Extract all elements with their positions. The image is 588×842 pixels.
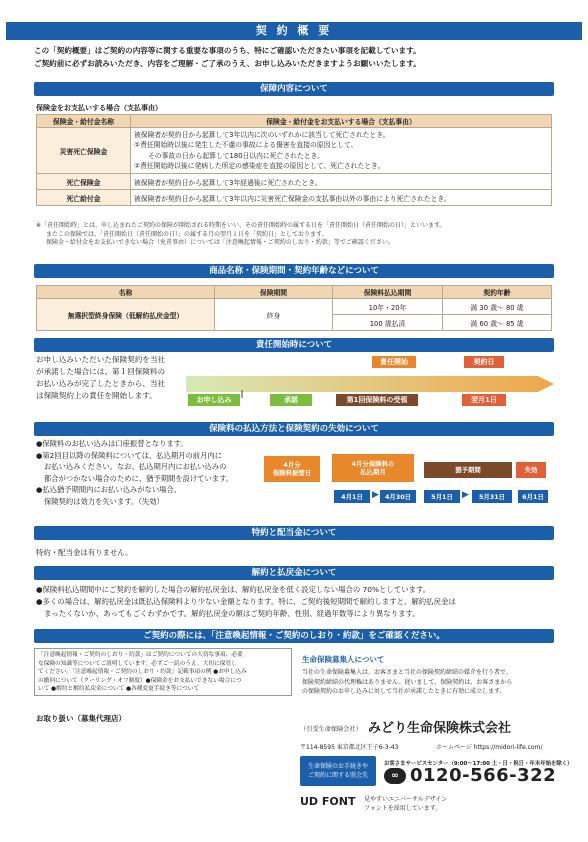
benefit-table (36, 114, 552, 206)
ud-font-text (364, 795, 447, 813)
arrow-icon: ▶ (372, 490, 379, 500)
note-2: またこの保険では、「責任開始日（責任開始の日）」の属する月の翌月１日を「契約日」としております。 (46, 230, 328, 238)
surrender-b2-2: まったくないか、あってもごくわずかです。解約払戻金の額はご契約年齢、性別、経過年数等により異なります。 (44, 609, 420, 618)
benefit-r2-text: 被保険者が契約日から起算して3年経過後に死亡されたとき。 (131, 174, 552, 190)
product-header-age: 契約年齢 (443, 286, 552, 299)
docs-line-1: 「注意喚起情報・ご契約のしおり・約款」はご契約についての大切な事項、必要 (38, 652, 243, 658)
payment-grace: 猶予期間 (424, 462, 512, 478)
benefit-r1-sub3: ②責任開始時以後に発病した所定の感染症を直接の原因として、死亡されたとき。 (134, 162, 385, 170)
section-payment: 保険料の払込方法と保険契約の失効について (34, 422, 554, 436)
benefit-r1-text: 被保険者が契約日から起算して3年以内に次のいずれかに該当して死亡されたとき。 (134, 130, 390, 139)
timeline-first-premium: 第1回保険料の受領 (336, 394, 418, 406)
recruiter-title: 生命保険募集人について (302, 655, 385, 664)
company-prefix: （引受生命保険会社） (300, 726, 362, 733)
section-confirm: ご契約の際には、「注意喚起情報・ご契約のしおり・約款」をご確認ください。 (34, 629, 554, 643)
arrow-icon: ▶ (462, 490, 469, 500)
product-header-name: 名称 (37, 286, 215, 299)
benefit-r1-name: 災害死亡保険金 (37, 128, 131, 174)
payment-b2-2: お払い込みください。なお、払込期月内にお払い込みの (44, 462, 227, 471)
section-rider: 特約と配当金について (34, 526, 554, 540)
recruiter-line-1: 当社の生命保険募集人は、お客さまと当社の保険契約締結の媒介を行う者で、 (302, 669, 512, 676)
product-pay-2: 100 歳払済 (333, 315, 443, 331)
freedial-icon: ∞ (384, 768, 406, 784)
rider-text: 特約・配当金は有りません。 (36, 548, 133, 557)
timeline-apply: お申し込み (188, 394, 240, 406)
section-surrender: 解約と払戻金について (34, 566, 554, 580)
product-term: 終身 (215, 299, 333, 331)
product-header-term: 保険期間 (215, 286, 333, 299)
product-name: 無選択型終身保険（低解約払戻金型） (37, 299, 215, 331)
ud-line-2: フォントを採用しています。 (364, 805, 442, 812)
benefit-header-condition: 保険金・給付金をお支払いする場合（支払事由） (131, 115, 552, 128)
service-badge-2: ご契約に関する照会先 (307, 772, 368, 779)
benefit-r1-sub2: その事故の日から起算して180日以内に死亡されたとき。 (148, 151, 324, 160)
company-address: 〒114-8595 東京都北区王子6-3-43 (300, 744, 399, 751)
product-age-2: 満 60 歳〜 85 歳 (443, 315, 552, 331)
resp-line-2: が承諾した場合には、第１回保険料の (36, 367, 166, 376)
date-apr1: 4月1日 (334, 490, 370, 503)
recruiter-line-2: 保険契約締結の代理権はありません。従いまして、保険契約は、お客さまから (302, 678, 513, 686)
date-may31: 5月31日 (472, 490, 512, 503)
benefit-header-name: 保険金・給付金名称 (37, 115, 131, 128)
benefit-r1-sub1: ①責任開始時以後に発生した不慮の事故による傷害を直接の原因として、 (134, 141, 358, 149)
page-title: 契 約 概 要 (6, 22, 582, 40)
docs-line-2: な保険の知識等についてご説明しています。必ずご一読のうえ、大切に保管し (38, 660, 237, 667)
payment-period: 4月分保険料の 払込期月 (332, 454, 414, 482)
surrender-b1: ●保険料払込期間中にご契約を解約した場合の解約払戻金は、解約払戻金を低く設定しない場合の 70%としています。 (36, 585, 431, 594)
note-3: 保険金・給付金をお支払いできない場合（免責事由）については「注意喚起情報・ご契約のしおり・約款」等でご確認ください。 (46, 239, 394, 246)
service-center: お客さまサービスセンター（9:00〜17:00 土・日・祝日・年末年始を除く） (384, 761, 573, 767)
recruiter-line-3: の保険契約のお申し込みに対して当社が承諾したときに有効に成立します。 (302, 688, 506, 695)
docs-note (34, 648, 292, 696)
product-table (36, 285, 552, 331)
product-age-1: 満 30 歳〜 80 歳 (443, 299, 552, 315)
payment-transfer-day: 4月分 保険料振替日 (264, 456, 320, 482)
company-name: みどり生命保険株式会社 (368, 721, 512, 736)
product-pay-1: 10年・20年 (333, 299, 443, 315)
payment-b3-2: 保険契約は効力を失います。（失効） (44, 496, 164, 506)
date-apr30: 4月30日 (380, 490, 416, 503)
resp-line-4: は保険契約上の責任を開始します。 (36, 391, 157, 400)
company-homepage: ホームページ https://midori-life.com/ (436, 744, 543, 751)
phone-number[interactable]: 0120-566-322 (410, 765, 557, 786)
ud-line-1: 見やすいユニバーサルデザイン (364, 796, 448, 803)
note-1: ※「責任開始時」とは、申し込まれたご契約の保障が開始される時期をいい、その責任開始時の属する日を「責任開始日（責任開始の日）」といいます。 (36, 222, 446, 229)
payment-lapse: 失効 (516, 462, 546, 478)
payment-b1: ●保険料のお払い込みは口座振替となります。 (36, 439, 188, 448)
payment-b2-3: 都合がつかない場合のために、猶予期間を設けています。 (44, 473, 234, 483)
date-may1: 5月1日 (424, 490, 460, 503)
resp-line-3: お払い込みが完了したときから、当社 (36, 379, 166, 388)
service-badge-1: 生命保険のお手続きや (307, 763, 368, 770)
date-jun1: 6月1日 (518, 490, 548, 503)
section-product: 商品名称・保険期間・契約年齢などについて (34, 264, 554, 278)
intro-line-2: ご契約前に必ずお読みいただき、内容をご理解・ご了承のうえ、お申し込みいただきますようお願いいたします。 (34, 59, 421, 68)
timeline-next-month: 翌月1日 (462, 394, 506, 406)
timeline-start: 責任開始 (372, 356, 416, 368)
benefit-r3-text: 被保険者が契約日から起算して3年以内に災害死亡保険金の支払事由以外の事由により死亡されたとき。 (131, 190, 552, 206)
responsibility-text (36, 354, 165, 402)
ud-font-logo: UD FONT (300, 795, 356, 808)
payment-b2-1: ●第2回目以降の保険料については、払込期月の前月内に (36, 450, 222, 460)
product-header-pay: 保険料払込期間 (333, 286, 443, 299)
section-benefit: 保障内容について (34, 82, 554, 96)
docs-line-3: てください。「注意喚起情報・ご契約のしおり・約款」記載事項の例 ●お申し込み (38, 669, 247, 676)
docs-line-5: いて ●解約と解約払戻金について ●各種変更手続き等について (38, 686, 200, 693)
surrender-text (36, 584, 456, 620)
benefit-note (36, 222, 446, 248)
surrender-b2-1: ●多くの場合は、解約払戻金は既払込保険料より少ない金額となります。特に、ご契約後短期間で解約しますと、解約払戻金は (36, 597, 456, 606)
benefit-r3-name: 死亡給付金 (37, 190, 131, 206)
benefit-caption: 保険金をお支払いする場合（支払事由） (36, 104, 162, 112)
section-responsibility: 責任開始時について (34, 338, 554, 352)
service-badge (300, 756, 376, 786)
agency-label: お取り扱い（募集代理店） (36, 714, 126, 723)
intro-line-1: この「契約概要」はご契約の内容等に関する重要な事項のうち、特にご確認いただきたい事項を記載しています。 (34, 46, 421, 55)
timeline-accept: 承諾 (270, 394, 312, 406)
timeline-contract-day: 契約日 (464, 356, 504, 368)
recruiter-text (302, 668, 512, 697)
benefit-r2-name: 死亡保険金 (37, 174, 131, 190)
payment-b3-1: ●払込猶予期間内にお払い込みがない場合、 (36, 485, 182, 494)
docs-line-4: の撤回について（クーリング・オフ制度）●保険金をお支払いできない場合につ (38, 677, 242, 684)
payment-text (36, 438, 233, 507)
resp-line-1: お申し込みいただいた保険契約を当社 (36, 355, 166, 364)
